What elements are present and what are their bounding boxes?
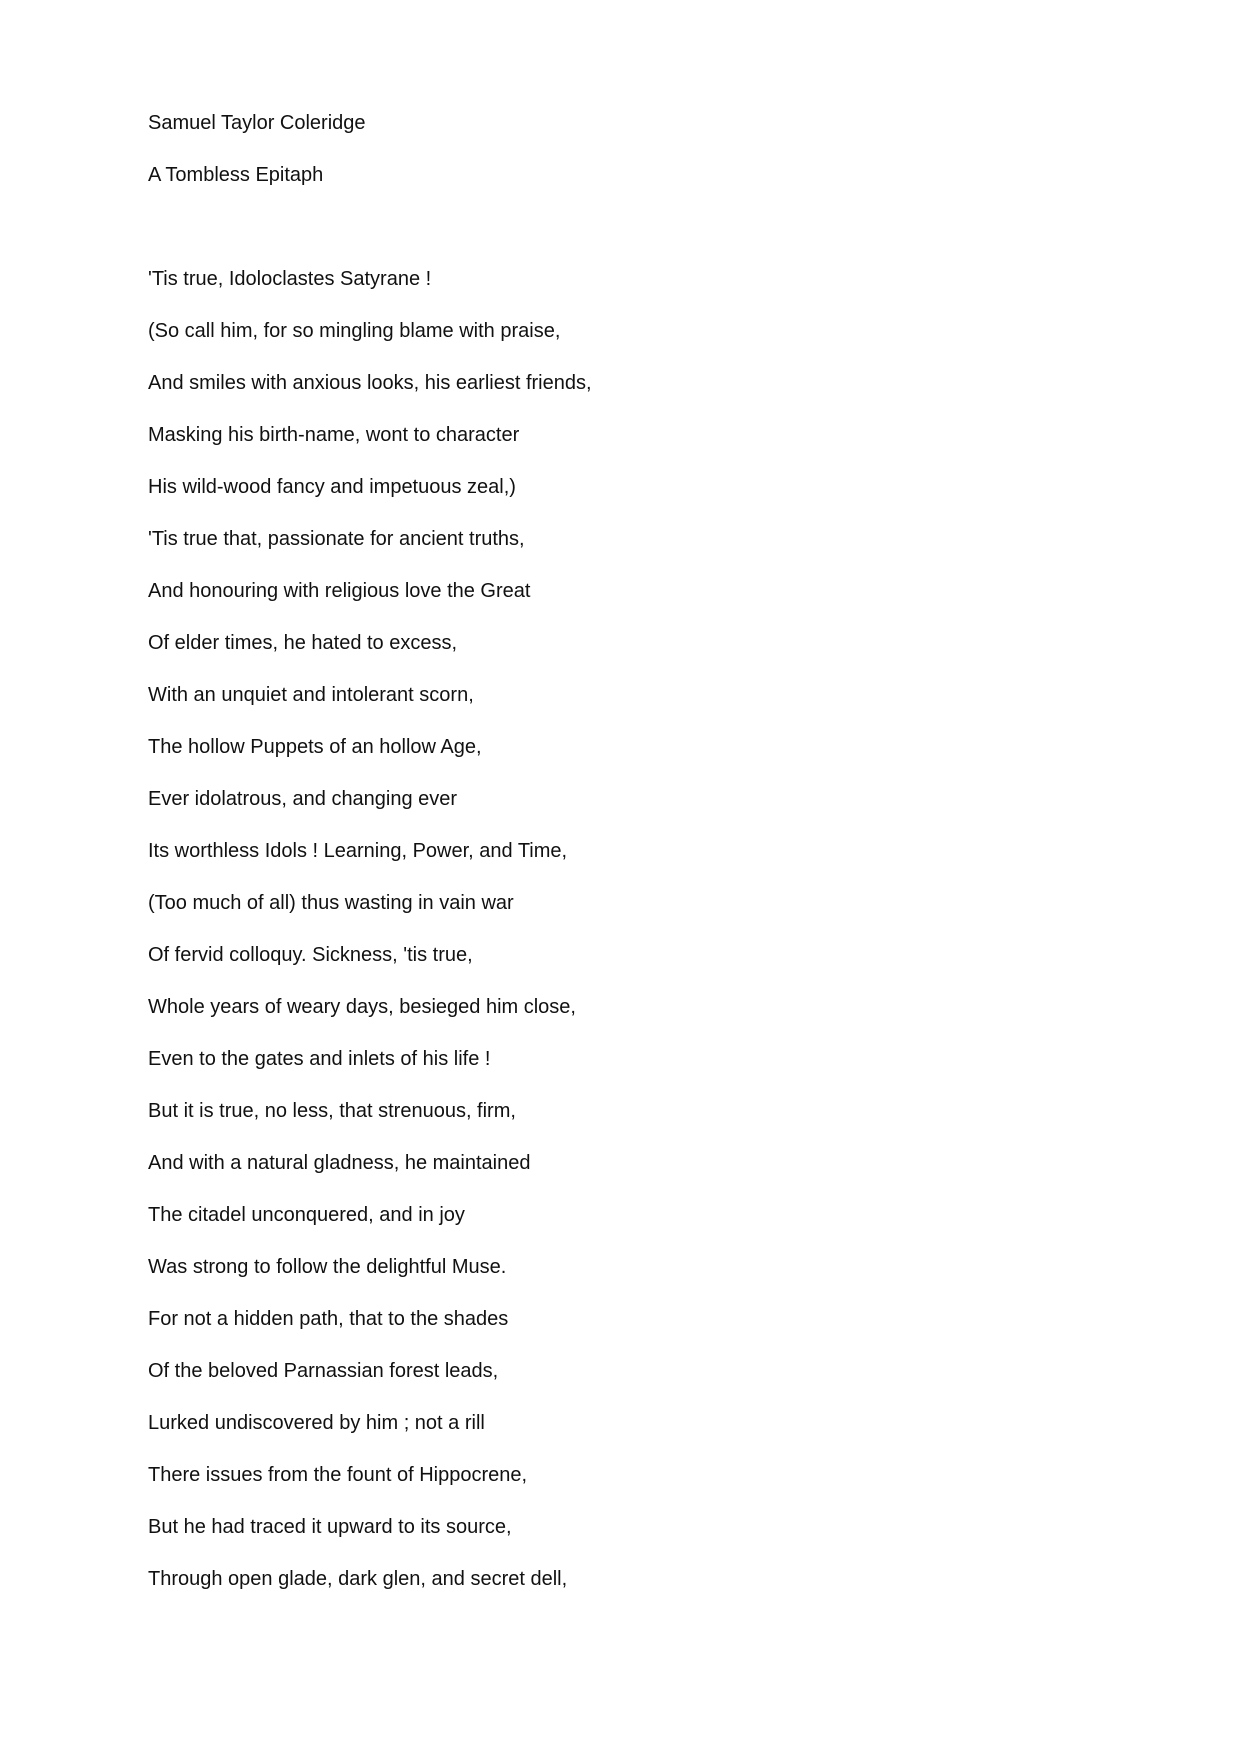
poem-line: For not a hidden path, that to the shades xyxy=(148,1308,509,1330)
poem-line: (So call him, for so mingling blame with praise, xyxy=(148,320,561,342)
poem-line: His wild-wood fancy and impetuous zeal,) xyxy=(148,476,516,498)
author-name: Samuel Taylor Coleridge xyxy=(148,112,366,134)
poem-line: And with a natural gladness, he maintained xyxy=(148,1152,531,1174)
poem-line: Even to the gates and inlets of his life ! xyxy=(148,1048,491,1070)
stanza-gap xyxy=(148,215,1148,267)
poem-line: (Too much of all) thus wasting in vain war xyxy=(148,892,514,914)
poem-line: 'Tis true, Idoloclastes Satyrane ! xyxy=(148,268,432,290)
poem-line: Of elder times, he hated to excess, xyxy=(148,632,458,654)
poem-line: But he had traced it upward to its source, xyxy=(148,1516,512,1538)
poem-line: Whole years of weary days, besieged him close, xyxy=(148,996,576,1018)
poem-line: The citadel unconquered, and in joy xyxy=(148,1204,465,1226)
poem-line: 'Tis true that, passionate for ancient truths, xyxy=(148,528,525,550)
poem-body xyxy=(148,267,1148,1591)
poem-line: With an unquiet and intolerant scorn, xyxy=(148,684,474,706)
poem-line: There issues from the fount of Hippocrene, xyxy=(148,1464,528,1486)
poem-document xyxy=(148,111,1148,1619)
poem-line: Was strong to follow the delightful Muse. xyxy=(148,1256,507,1278)
poem-line: Of fervid colloquy. Sickness, 'tis true, xyxy=(148,944,473,966)
poem-line: And honouring with religious love the Great xyxy=(148,580,531,602)
poem-line: Ever idolatrous, and changing ever xyxy=(148,788,458,810)
poem-line: Lurked undiscovered by him ; not a rill xyxy=(148,1412,485,1434)
poem-line: Of the beloved Parnassian forest leads, xyxy=(148,1360,499,1382)
poem-line: And smiles with anxious looks, his earliest friends, xyxy=(148,372,592,394)
poem-title: A Tombless Epitaph xyxy=(148,164,324,186)
poem-line: The hollow Puppets of an hollow Age, xyxy=(148,736,482,758)
poem-line: Through open glade, dark glen, and secret dell, xyxy=(148,1568,568,1590)
poem-line: But it is true, no less, that strenuous, firm, xyxy=(148,1100,516,1122)
poem-line: Its worthless Idols ! Learning, Power, and Time, xyxy=(148,840,568,862)
poem-line: Masking his birth-name, wont to character xyxy=(148,424,520,446)
